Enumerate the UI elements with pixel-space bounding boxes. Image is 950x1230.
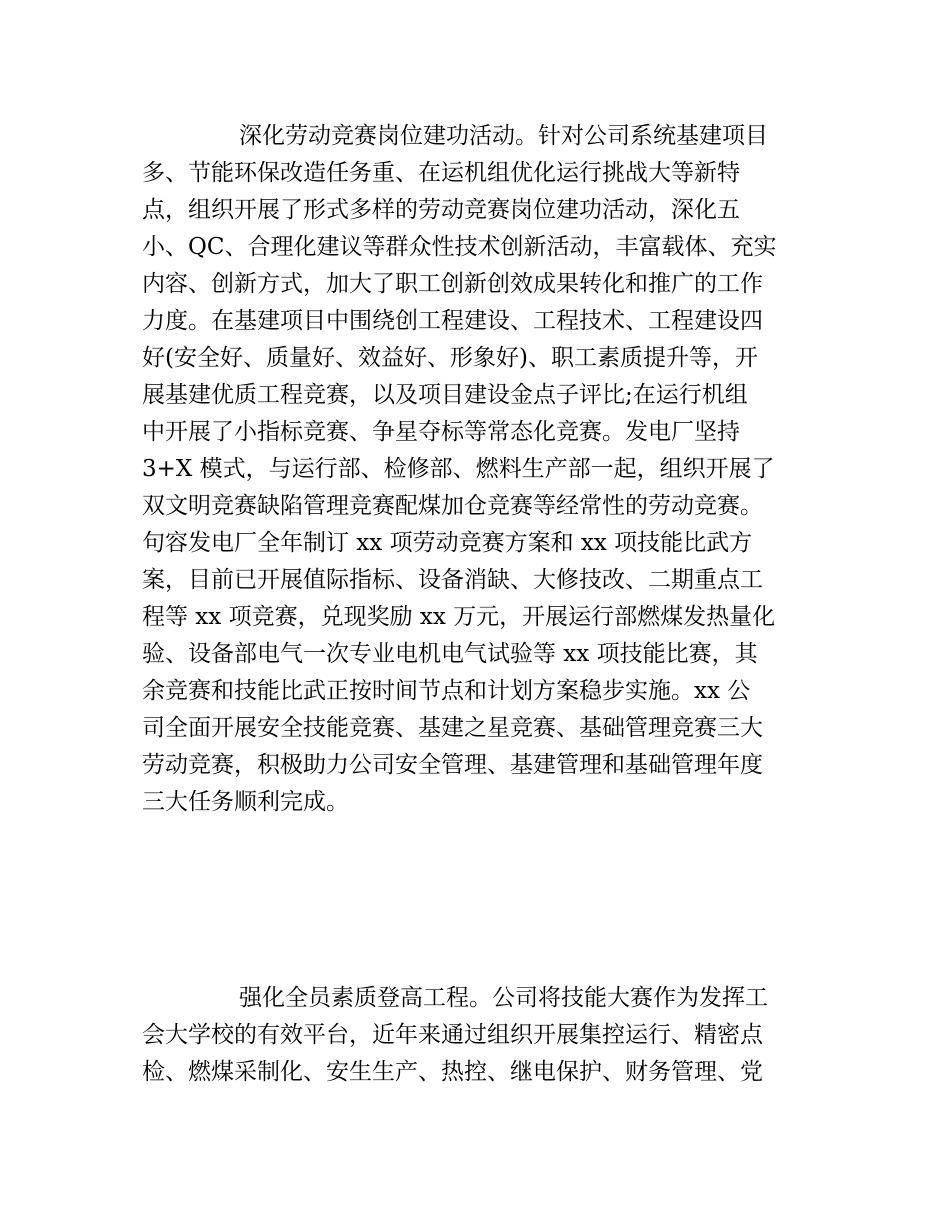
- paragraph-line: 检、燃煤采制化、安生生产、热控、继电保护、财务管理、党: [142, 1059, 763, 1085]
- paragraph-line: 验、设备部电气一次专业电机电气试验等 xx 项技能比赛，其: [142, 641, 758, 667]
- paragraph-line: 三大任务顺利完成。: [142, 789, 349, 815]
- paragraph-line: 点，组织开展了形式多样的劳动竞赛岗位建功活动，深化五: [142, 197, 740, 223]
- paragraph-line: 劳动竞赛，积极助力公司安全管理、基建管理和基础管理年度: [142, 752, 763, 778]
- paragraph-line: 小、QC、合理化建议等群众性技术创新活动，丰富载体、充实: [142, 234, 777, 260]
- paragraph-line: 3+X 模式，与运行部、检修部、燃料生产部一起，组织开展了: [142, 456, 775, 482]
- paragraph-line: 中开展了小指标竞赛、争星夺标等常态化竞赛。发电厂坚持: [142, 419, 740, 445]
- paragraph-labor-competition: [142, 118, 842, 821]
- paragraph-line: 强化全员素质登高工程。公司将技能大赛作为发挥工: [239, 985, 768, 1011]
- paragraph-line: 深化劳动竞赛岗位建功活动。针对公司系统基建项目: [239, 123, 768, 149]
- paragraph-line: 多、节能环保改造任务重、在运机组优化运行挑战大等新特: [142, 160, 740, 186]
- paragraph-line: 好(安全好、质量好、效益好、形象好)、职工素质提升等，开: [142, 345, 758, 371]
- paragraph-line: 句容发电厂全年制订 xx 项劳动竞赛方案和 xx 项技能比武方: [142, 530, 753, 556]
- paragraph-line: 内容、创新方式，加大了职工创新创效成果转化和推广的工作: [142, 271, 763, 297]
- paragraph-line: 会大学校的有效平台，近年来通过组织开展集控运行、精密点: [142, 1022, 763, 1048]
- paragraph-line: 案，目前已开展值际指标、设备消缺、大修技改、二期重点工: [142, 567, 763, 593]
- paragraph-line: 程等 xx 项竞赛，兑现奖励 xx 万元，开展运行部燃煤发热量化: [142, 604, 776, 630]
- paragraph-line: 余竞赛和技能比武正按时间节点和计划方案稳步实施。xx 公: [142, 678, 751, 704]
- paragraph-line: 双文明竞赛缺陷管理竞赛配煤加仓竞赛等经常性的劳动竞赛。: [142, 493, 763, 519]
- paragraph-line: 展基建优质工程竞赛，以及项目建设金点子评比;在运行机组: [142, 382, 748, 408]
- paragraph-line: 力度。在基建项目中围绕创工程建设、工程技术、工程建设四: [142, 308, 763, 334]
- paragraph-line: 司全面开展安全技能竞赛、基建之星竞赛、基础管理竞赛三大: [142, 715, 763, 741]
- paragraph-staff-quality: [142, 980, 842, 1091]
